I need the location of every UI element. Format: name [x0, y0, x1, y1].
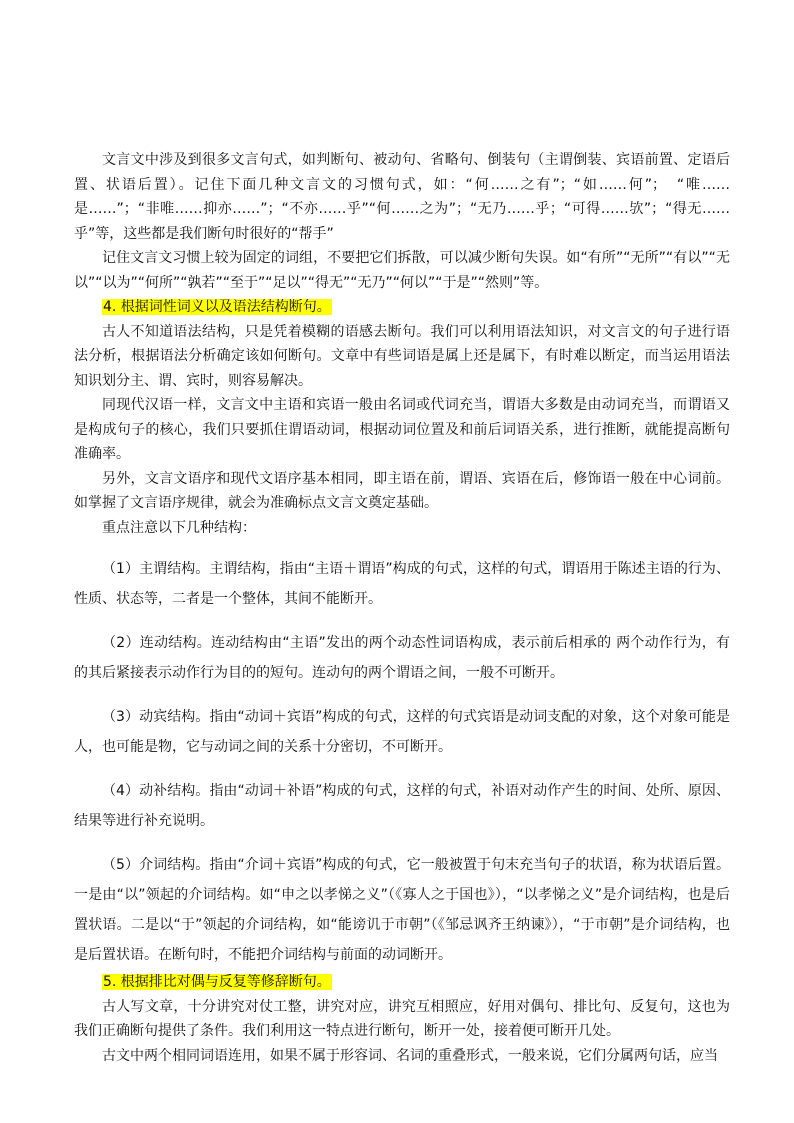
highlighted-heading-5: 5. 根据排比对偶与反复等修辞断句。: [103, 974, 331, 990]
paragraph-repeated-words: 古文中两个相同词语连用，如果不属于形容词、名词的重叠形式，一般来说，它们分属两句话，应当: [102, 1047, 718, 1064]
paragraph-grammar-analysis: 古人不知道语法结构，只是凭着模糊的语感去断句。我们可以利用语法知识，对文言文的句子进行语法分析，根据语法分析确定该如何断句。文章中有些词语是属上还是属下，有时难以断定，而当运用语法知识划分主、谓、宾时，则容易解决。: [74, 323, 730, 389]
paragraph-parallelism: 古人写文章，十分讲究对仗工整，讲究对应，讲究互相照应，好用对偶句、排比句、反复句，这也为我们正确断句提供了条件。我们利用这一特点进行断句，断开一处，接着便可断开几处。: [74, 998, 730, 1039]
paragraph-word-order: 另外，文言文语序和现代文语序基本相同，即主语在前，谓语、宾语在后，修饰语一般在中心词前。如掌握了文言语序规律，就会为准确标点文言文奠定基础。: [74, 470, 730, 511]
highlighted-heading-4: 4. 根据词性词义以及语法结构断句。: [103, 299, 331, 315]
structure-verb-complement: （4）动补结构。指由“动词＋补语”构成的句式，这样的句式，补语对动作产生的时间、处所、原因、结果等进行补充说明。: [74, 783, 730, 829]
structure-verb-object: （3）动宾结构。指由“动词＋宾语”构成的句式，这样的句式宾语是动词支配的对象，这个对象可能是人，也可能是物，它与动词之间的关系十分密切，不可断开。: [74, 709, 730, 755]
heading-grammar-structure: [74, 295, 730, 320]
structure-preposition: （5）介词结构。指由“介词＋宾语”构成的句式，它一般被置于句末充当句子的状语，称为状语后置。一是由“以”领起的介词结构。如“申之以孝悌之义”（《寡人之于国也》），“以孝悌之义”是介词结构，也是后置状语。二是以“于”领起的介词结构，如“能谤讥于市朝”（《邹忌讽齐王纳谏》），“于市朝”是介词结构，也是后置状语。在断句时，不能把介词结构与前面的动词断开。: [74, 857, 730, 963]
paragraph-key-structures: 重点注意以下几种结构：: [102, 519, 256, 536]
heading-rhetoric: [74, 970, 730, 995]
paragraph-sentence-patterns: 文言文中涉及到很多文言句式，如判断句、被动句、省略句、倒装句（主谓倒装、宾语前置、定语后置、状语后置）。记住下面几种文言文的习惯句式，如：“何……之有”；“如……何”； “唯……是……”；“非唯……抑亦……”；“不亦……乎”“何……之为”；“无乃……乎；“可得……欤”；“得无……乎”等，这些都是我们断句时很好的“帮手”: [74, 152, 730, 242]
document-page: [74, 148, 730, 1068]
structure-serial-verb: （2）连动结构。连动结构由“主语”发出的两个动态性词语构成，表示前后相承的 两个动作行为，有的其后紧接表示动作行为目的的短句。连动句的两个谓语之间，一般不可断开。: [74, 635, 730, 681]
paragraph-subject-predicate: 同现代汉语一样，文言文中主语和宾语一般由名词或代词充当，谓语大多数是由动词充当，而谓语又是构成句子的核心，我们只要抓住谓语动词，根据动词位置及和前后词语关系，进行推断，就能提高断句准确率。: [74, 397, 730, 462]
structure-subject-predicate: （1）主谓结构。主谓结构，指由“主语＋谓语”构成的句式，这样的句式，谓语用于陈述主语的行为、性质、状态等，二者是一个整体，其间不能断开。: [74, 561, 730, 607]
paragraph-fixed-phrases: 记住文言文习惯上较为固定的词组，不要把它们拆散，可以减少断句失误。如“有所”“无所”“有以”“无以”“以为”“何所”“孰若”“至于”“足以”“得无”“无乃”“何以”“于是”“然则”等。: [74, 250, 730, 291]
